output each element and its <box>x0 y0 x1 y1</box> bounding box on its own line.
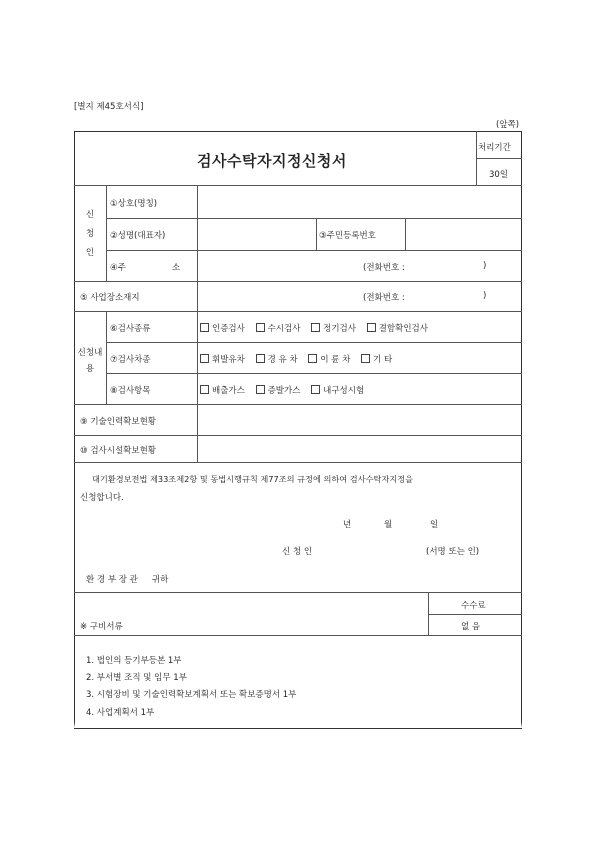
row-line <box>428 614 522 615</box>
business-name-label: ①상호(명칭) <box>110 199 158 209</box>
applicant-group-label: 신 청 인 <box>85 210 95 258</box>
vehicle-type-option[interactable]: 이 륜 차 <box>308 353 350 365</box>
applicant-signature-label: 신 청 인 <box>282 547 313 557</box>
resident-number-field[interactable] <box>407 220 520 248</box>
site-location-field[interactable] <box>199 283 359 309</box>
row-line <box>74 462 522 463</box>
row-line <box>106 373 522 374</box>
row-line <box>74 592 522 593</box>
checkbox[interactable] <box>256 323 265 332</box>
processing-period-value: 30일 <box>489 170 509 180</box>
inspection-item-option[interactable]: 내구성시험 <box>311 384 364 396</box>
form-reference: [별지 제45호서식] <box>74 102 144 112</box>
row-line <box>74 435 522 436</box>
addressee: 환 경 부 장 관 귀하 <box>86 575 169 585</box>
inspection-facility-field[interactable] <box>199 437 519 460</box>
document-item: 4. 사업계획서 1부 <box>86 708 155 718</box>
page-side-label: (앞쪽) <box>496 120 520 130</box>
page-cutoff-edge <box>74 728 522 729</box>
checkbox[interactable] <box>200 354 209 363</box>
col-line <box>428 592 429 635</box>
divider <box>476 158 522 159</box>
row-line <box>106 250 522 251</box>
vehicle-type-option[interactable]: 휘발유차 <box>200 353 245 365</box>
inspection-type-option[interactable]: 인증검사 <box>200 322 245 334</box>
address-phone-label: (전화번호 : <box>363 263 405 273</box>
inspection-facility-label: ⑩ 검사시설확보현황 <box>80 446 157 456</box>
inspection-type-options <box>200 322 436 334</box>
row-line <box>74 281 522 282</box>
document-item: 2. 부서별 조직 및 임무 1부 <box>86 673 187 683</box>
checkbox[interactable] <box>256 354 265 363</box>
address-phone-close: ) <box>483 261 487 271</box>
col-line <box>316 218 317 250</box>
site-phone-close: ) <box>483 291 487 301</box>
checkbox[interactable] <box>200 323 209 332</box>
col-line <box>197 185 198 462</box>
representative-label: ②성명(대표자) <box>110 231 166 241</box>
checkbox[interactable] <box>308 354 317 363</box>
checkbox[interactable] <box>311 385 320 394</box>
col-line <box>106 311 107 404</box>
request-group-label: 신청내 용 <box>77 348 103 374</box>
inspection-item-label: ⑧검사항목 <box>110 386 151 396</box>
inspection-type-label: ⑥검사종류 <box>110 324 151 334</box>
statement-line-1: 대기환경보전법 제33조제2항 및 동법시행규칙 제77조의 규정에 의하여 검사수탁자지정을 <box>92 474 414 484</box>
business-name-field[interactable] <box>199 187 519 216</box>
vehicle-type-label: ⑦검사차종 <box>110 355 151 365</box>
technical-staff-field[interactable] <box>199 406 519 433</box>
vehicle-type-option[interactable]: 기 타 <box>361 353 392 365</box>
processing-period-label: 처리기간 <box>478 143 511 153</box>
vehicle-type-option[interactable]: 경 유 차 <box>256 353 298 365</box>
inspection-item-option[interactable]: 배출가스 <box>200 384 245 396</box>
resident-number-label: ③주민등록번호 <box>319 231 376 241</box>
signature-field[interactable] <box>325 540 420 556</box>
signature-hint: (서명 또는 인) <box>426 547 480 557</box>
col-line <box>106 185 107 281</box>
representative-field[interactable] <box>199 220 314 248</box>
inspection-item-options <box>200 384 372 396</box>
checkbox[interactable] <box>311 323 320 332</box>
site-location-label: ⑤ 사업장소재지 <box>80 293 140 303</box>
document-item: 3. 시험장비 및 기술인력확보계획서 또는 확보증명서 1부 <box>86 690 297 700</box>
inspection-type-option[interactable]: 정기검사 <box>311 322 356 334</box>
date-day: 일 <box>430 520 439 530</box>
vehicle-type-options <box>200 353 400 365</box>
checkbox[interactable] <box>200 385 209 394</box>
document-item: 1. 법인의 등기부등본 1부 <box>86 656 182 666</box>
row-line <box>74 185 522 186</box>
row-line <box>74 311 522 312</box>
form-title: 검사수탁자지정신청서 <box>197 152 347 170</box>
statement-line-2: 신청합니다. <box>80 493 124 503</box>
inspection-type-option[interactable]: 결함확인검사 <box>367 322 428 334</box>
address-field[interactable] <box>199 252 359 279</box>
row-line <box>74 404 522 405</box>
date-month: 월 <box>384 520 393 530</box>
col-line <box>405 218 406 250</box>
site-phone-label: (전화번호 : <box>363 293 405 303</box>
checkbox[interactable] <box>256 385 265 394</box>
inspection-type-option[interactable]: 수시검사 <box>256 322 301 334</box>
row-line <box>106 218 522 219</box>
row-line <box>106 342 522 343</box>
fee-label: 수수료 <box>461 601 486 611</box>
fee-value: 없 음 <box>461 622 481 632</box>
checkbox[interactable] <box>361 354 370 363</box>
checkbox[interactable] <box>367 323 376 332</box>
row-line <box>74 635 522 636</box>
required-documents-label: ※ 구비서류 <box>80 622 123 632</box>
inspection-item-option[interactable]: 증발가스 <box>256 384 301 396</box>
address-label: ④주 소 <box>110 263 181 273</box>
date-year: 년 <box>343 520 352 530</box>
technical-staff-label: ⑨ 기술인력확보현황 <box>80 417 157 427</box>
